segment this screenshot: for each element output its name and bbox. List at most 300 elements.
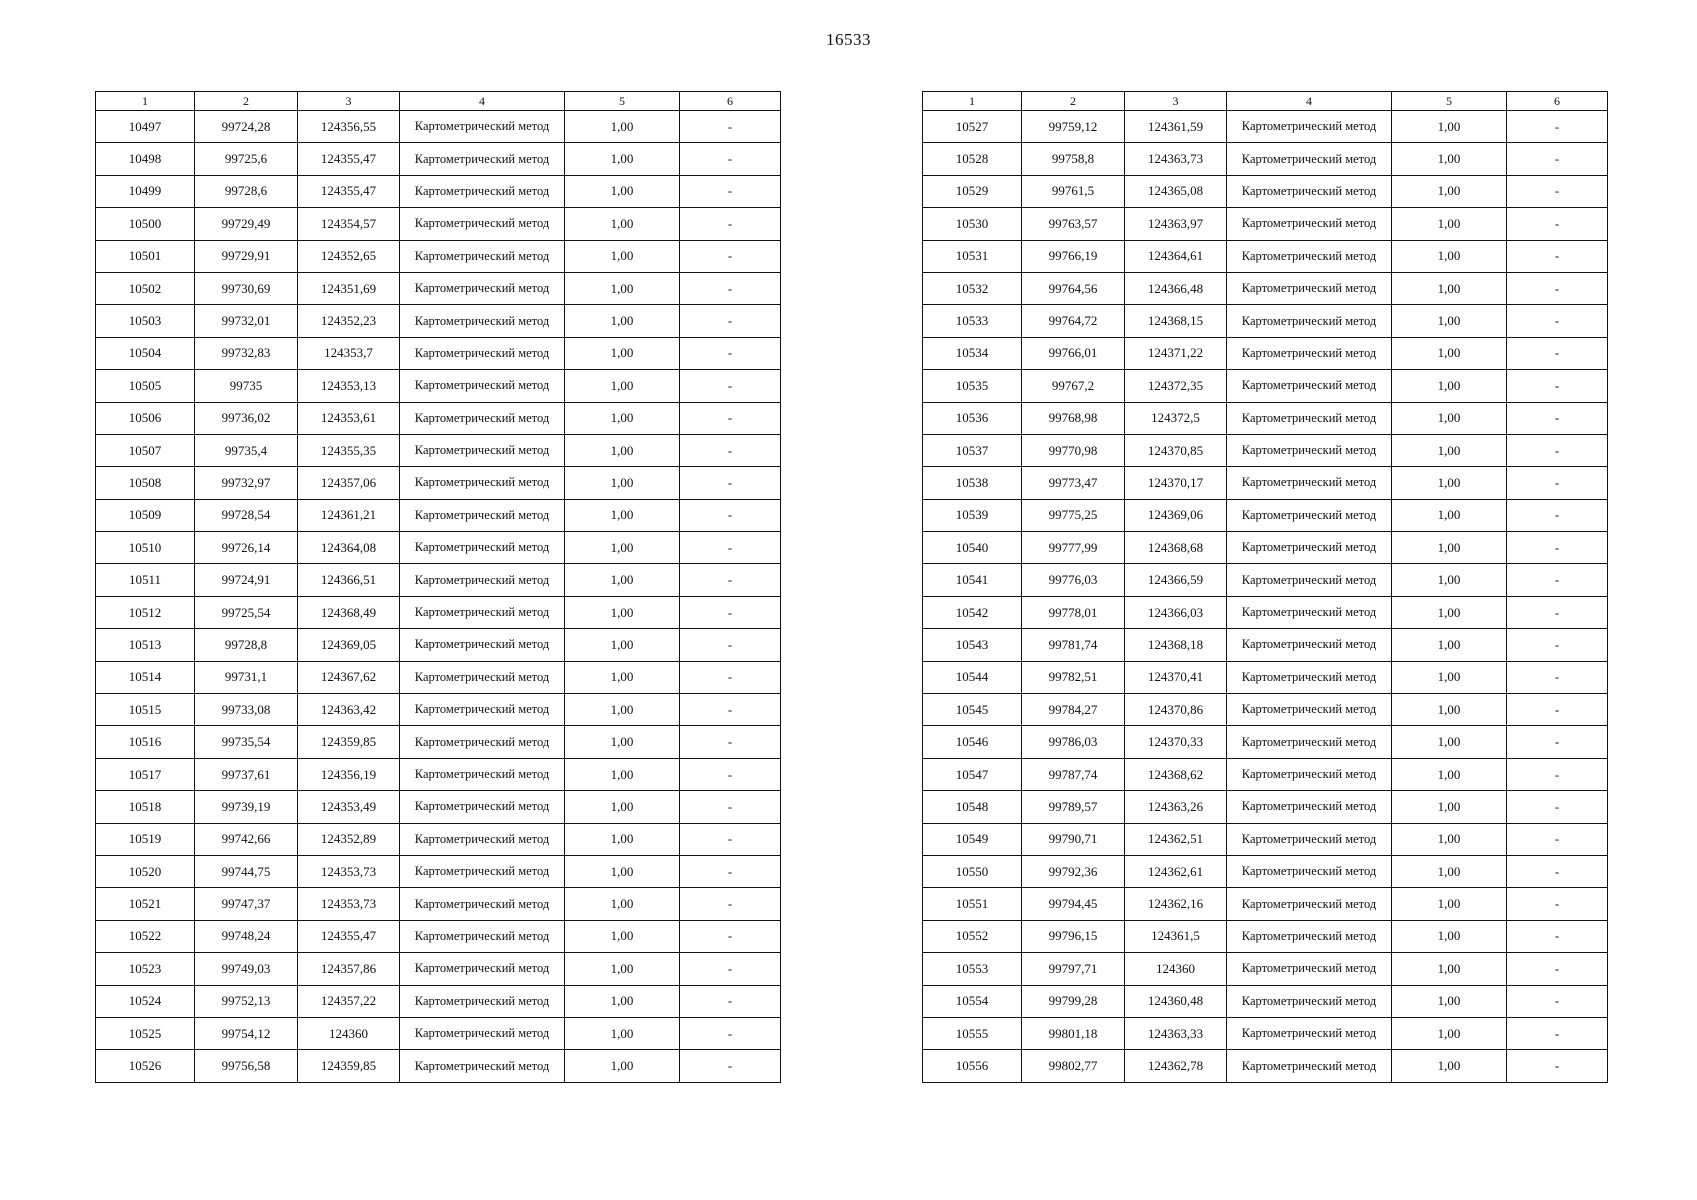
- cell-method: Картометрический метод: [400, 272, 565, 304]
- cell-accuracy: 1,00: [565, 1050, 680, 1082]
- cell-description: -: [680, 143, 781, 175]
- cell-y-coordinate: 124355,35: [298, 434, 400, 466]
- cell-accuracy: 1,00: [565, 564, 680, 596]
- cell-x-coordinate: 99758,8: [1022, 143, 1125, 175]
- cell-method: Картометрический метод: [1227, 629, 1392, 661]
- cell-point-number: 10530: [923, 208, 1022, 240]
- cell-y-coordinate: 124372,5: [1125, 402, 1227, 434]
- cell-method: Картометрический метод: [400, 305, 565, 337]
- cell-point-number: 10503: [96, 305, 195, 337]
- cell-accuracy: 1,00: [1392, 888, 1507, 920]
- cell-point-number: 10544: [923, 661, 1022, 693]
- column-header-point-number: 1: [923, 92, 1022, 111]
- cell-description: -: [1507, 758, 1608, 790]
- cell-description: -: [680, 920, 781, 952]
- table-row: [923, 272, 1608, 304]
- cell-x-coordinate: 99773,47: [1022, 467, 1125, 499]
- cell-point-number: 10511: [96, 564, 195, 596]
- cell-method: Картометрический метод: [1227, 467, 1392, 499]
- cell-accuracy: 1,00: [1392, 985, 1507, 1017]
- cell-accuracy: 1,00: [1392, 208, 1507, 240]
- cell-x-coordinate: 99749,03: [195, 953, 298, 985]
- table-row: [923, 855, 1608, 887]
- cell-method: Картометрический метод: [1227, 920, 1392, 952]
- cell-point-number: 10507: [96, 434, 195, 466]
- table-row: [96, 208, 781, 240]
- cell-x-coordinate: 99754,12: [195, 1017, 298, 1049]
- cell-x-coordinate: 99730,69: [195, 272, 298, 304]
- cell-method: Картометрический метод: [1227, 240, 1392, 272]
- table-row: [923, 240, 1608, 272]
- cell-description: -: [1507, 888, 1608, 920]
- cell-x-coordinate: 99790,71: [1022, 823, 1125, 855]
- cell-point-number: 10518: [96, 791, 195, 823]
- cell-y-coordinate: 124361,5: [1125, 920, 1227, 952]
- table-row: [923, 791, 1608, 823]
- cell-method: Картометрический метод: [1227, 888, 1392, 920]
- cell-x-coordinate: 99752,13: [195, 985, 298, 1017]
- cell-method: Картометрический метод: [1227, 726, 1392, 758]
- cell-y-coordinate: 124357,22: [298, 985, 400, 1017]
- cell-method: Картометрический метод: [1227, 953, 1392, 985]
- table-row: [96, 985, 781, 1017]
- cell-accuracy: 1,00: [565, 402, 680, 434]
- cell-description: -: [1507, 985, 1608, 1017]
- cell-point-number: 10499: [96, 175, 195, 207]
- table-row: [96, 143, 781, 175]
- cell-description: -: [1507, 694, 1608, 726]
- cell-y-coordinate: 124352,65: [298, 240, 400, 272]
- cell-accuracy: 1,00: [565, 111, 680, 143]
- cell-y-coordinate: 124355,47: [298, 143, 400, 175]
- cell-method: Картометрический метод: [1227, 434, 1392, 466]
- cell-description: -: [1507, 855, 1608, 887]
- table-row: [923, 596, 1608, 628]
- table-row: [923, 370, 1608, 402]
- cell-method: Картометрический метод: [1227, 1017, 1392, 1049]
- cell-x-coordinate: 99792,36: [1022, 855, 1125, 887]
- cell-y-coordinate: 124355,47: [298, 920, 400, 952]
- cell-y-coordinate: 124353,7: [298, 337, 400, 369]
- table-header-row: [96, 92, 781, 111]
- cell-accuracy: 1,00: [1392, 402, 1507, 434]
- cell-y-coordinate: 124352,23: [298, 305, 400, 337]
- cell-y-coordinate: 124366,03: [1125, 596, 1227, 628]
- cell-description: -: [680, 272, 781, 304]
- cell-point-number: 10541: [923, 564, 1022, 596]
- cell-x-coordinate: 99728,6: [195, 175, 298, 207]
- cell-x-coordinate: 99766,19: [1022, 240, 1125, 272]
- cell-description: -: [1507, 499, 1608, 531]
- cell-x-coordinate: 99787,74: [1022, 758, 1125, 790]
- table-row: [96, 596, 781, 628]
- cell-accuracy: 1,00: [565, 791, 680, 823]
- cell-accuracy: 1,00: [565, 855, 680, 887]
- cell-method: Картометрический метод: [400, 985, 565, 1017]
- cell-point-number: 10543: [923, 629, 1022, 661]
- cell-x-coordinate: 99725,54: [195, 596, 298, 628]
- cell-accuracy: 1,00: [565, 888, 680, 920]
- cell-accuracy: 1,00: [1392, 791, 1507, 823]
- cell-method: Картометрический метод: [400, 532, 565, 564]
- cell-y-coordinate: 124369,06: [1125, 499, 1227, 531]
- table-row: [96, 1050, 781, 1082]
- cell-description: -: [680, 370, 781, 402]
- cell-y-coordinate: 124362,61: [1125, 855, 1227, 887]
- table-row: [923, 337, 1608, 369]
- cell-point-number: 10522: [96, 920, 195, 952]
- cell-point-number: 10515: [96, 694, 195, 726]
- cell-description: -: [1507, 953, 1608, 985]
- cell-description: -: [680, 1050, 781, 1082]
- table-row: [96, 564, 781, 596]
- cell-description: -: [1507, 434, 1608, 466]
- cell-x-coordinate: 99794,45: [1022, 888, 1125, 920]
- table-row: [923, 726, 1608, 758]
- cell-y-coordinate: 124359,85: [298, 1050, 400, 1082]
- cell-method: Картометрический метод: [1227, 564, 1392, 596]
- cell-point-number: 10525: [96, 1017, 195, 1049]
- cell-point-number: 10548: [923, 791, 1022, 823]
- cell-description: -: [680, 855, 781, 887]
- cell-point-number: 10531: [923, 240, 1022, 272]
- cell-x-coordinate: 99724,28: [195, 111, 298, 143]
- cell-accuracy: 1,00: [1392, 758, 1507, 790]
- cell-y-coordinate: 124353,13: [298, 370, 400, 402]
- column-header-description: 6: [1507, 92, 1608, 111]
- cell-x-coordinate: 99802,77: [1022, 1050, 1125, 1082]
- cell-accuracy: 1,00: [565, 532, 680, 564]
- cell-y-coordinate: 124370,33: [1125, 726, 1227, 758]
- cell-y-coordinate: 124354,57: [298, 208, 400, 240]
- cell-method: Картометрический метод: [1227, 499, 1392, 531]
- cell-method: Картометрический метод: [1227, 985, 1392, 1017]
- cell-method: Картометрический метод: [400, 1017, 565, 1049]
- cell-x-coordinate: 99786,03: [1022, 726, 1125, 758]
- cell-y-coordinate: 124361,59: [1125, 111, 1227, 143]
- cell-point-number: 10554: [923, 985, 1022, 1017]
- cell-x-coordinate: 99744,75: [195, 855, 298, 887]
- cell-method: Картометрический метод: [400, 661, 565, 693]
- cell-method: Картометрический метод: [1227, 305, 1392, 337]
- cell-method: Картометрический метод: [1227, 823, 1392, 855]
- cell-x-coordinate: 99729,49: [195, 208, 298, 240]
- cell-method: Картометрический метод: [400, 629, 565, 661]
- table-row: [96, 111, 781, 143]
- cell-description: -: [680, 888, 781, 920]
- table-row: [96, 758, 781, 790]
- cell-description: -: [1507, 1017, 1608, 1049]
- cell-x-coordinate: 99767,2: [1022, 370, 1125, 402]
- cell-description: -: [1507, 532, 1608, 564]
- cell-description: -: [1507, 337, 1608, 369]
- cell-point-number: 10526: [96, 1050, 195, 1082]
- cell-description: -: [680, 953, 781, 985]
- cell-accuracy: 1,00: [1392, 499, 1507, 531]
- cell-accuracy: 1,00: [565, 175, 680, 207]
- cell-y-coordinate: 124368,18: [1125, 629, 1227, 661]
- cell-accuracy: 1,00: [565, 1017, 680, 1049]
- cell-y-coordinate: 124355,47: [298, 175, 400, 207]
- table-row: [96, 920, 781, 952]
- cell-point-number: 10549: [923, 823, 1022, 855]
- cell-accuracy: 1,00: [1392, 1017, 1507, 1049]
- cell-y-coordinate: 124370,86: [1125, 694, 1227, 726]
- cell-method: Картометрический метод: [1227, 272, 1392, 304]
- cell-description: -: [1507, 823, 1608, 855]
- column-header-accuracy: 5: [565, 92, 680, 111]
- cell-point-number: 10533: [923, 305, 1022, 337]
- table-row: [923, 1017, 1608, 1049]
- cell-y-coordinate: 124353,49: [298, 791, 400, 823]
- cell-description: -: [1507, 143, 1608, 175]
- cell-accuracy: 1,00: [1392, 272, 1507, 304]
- cell-y-coordinate: 124367,62: [298, 661, 400, 693]
- cell-method: Картометрический метод: [400, 564, 565, 596]
- cell-method: Картометрический метод: [400, 855, 565, 887]
- table-row: [96, 499, 781, 531]
- cell-point-number: 10536: [923, 402, 1022, 434]
- cell-y-coordinate: 124366,59: [1125, 564, 1227, 596]
- cell-y-coordinate: 124366,51: [298, 564, 400, 596]
- column-header-description: 6: [680, 92, 781, 111]
- cell-y-coordinate: 124363,73: [1125, 143, 1227, 175]
- cell-x-coordinate: 99797,71: [1022, 953, 1125, 985]
- cell-accuracy: 1,00: [565, 337, 680, 369]
- cell-x-coordinate: 99768,98: [1022, 402, 1125, 434]
- cell-accuracy: 1,00: [565, 661, 680, 693]
- cell-accuracy: 1,00: [565, 953, 680, 985]
- cell-method: Картометрический метод: [1227, 208, 1392, 240]
- cell-accuracy: 1,00: [1392, 629, 1507, 661]
- table-row: [96, 305, 781, 337]
- cell-description: -: [680, 823, 781, 855]
- cell-description: -: [1507, 111, 1608, 143]
- table-row: [923, 402, 1608, 434]
- cell-description: -: [680, 208, 781, 240]
- cell-accuracy: 1,00: [1392, 1050, 1507, 1082]
- cell-method: Картометрический метод: [1227, 143, 1392, 175]
- table-row: [923, 888, 1608, 920]
- page-number: 16533: [826, 30, 871, 49]
- cell-accuracy: 1,00: [565, 920, 680, 952]
- cell-accuracy: 1,00: [1392, 467, 1507, 499]
- cell-method: Картометрический метод: [400, 111, 565, 143]
- table-row: [96, 1017, 781, 1049]
- cell-point-number: 10539: [923, 499, 1022, 531]
- cell-y-coordinate: 124368,68: [1125, 532, 1227, 564]
- table-row: [96, 240, 781, 272]
- cell-description: -: [680, 1017, 781, 1049]
- cell-y-coordinate: 124370,41: [1125, 661, 1227, 693]
- table-row: [923, 434, 1608, 466]
- cell-accuracy: 1,00: [565, 758, 680, 790]
- cell-y-coordinate: 124353,73: [298, 855, 400, 887]
- column-header-x-coordinate: 2: [195, 92, 298, 111]
- cell-y-coordinate: 124363,97: [1125, 208, 1227, 240]
- table-row: [923, 629, 1608, 661]
- column-header-method: 4: [400, 92, 565, 111]
- cell-accuracy: 1,00: [1392, 305, 1507, 337]
- cell-description: -: [680, 467, 781, 499]
- table-row: [923, 661, 1608, 693]
- cell-description: -: [680, 402, 781, 434]
- table-row: [96, 467, 781, 499]
- cell-y-coordinate: 124360,48: [1125, 985, 1227, 1017]
- table-row: [96, 855, 781, 887]
- cell-x-coordinate: 99766,01: [1022, 337, 1125, 369]
- cell-accuracy: 1,00: [565, 596, 680, 628]
- cell-method: Картометрический метод: [400, 467, 565, 499]
- cell-description: -: [680, 240, 781, 272]
- table-row: [96, 888, 781, 920]
- cell-point-number: 10553: [923, 953, 1022, 985]
- cell-y-coordinate: 124360: [298, 1017, 400, 1049]
- cell-description: -: [680, 175, 781, 207]
- table-row: [923, 823, 1608, 855]
- cell-point-number: 10547: [923, 758, 1022, 790]
- cell-point-number: 10517: [96, 758, 195, 790]
- cell-y-coordinate: 124362,51: [1125, 823, 1227, 855]
- cell-method: Картометрический метод: [400, 370, 565, 402]
- cell-x-coordinate: 99796,15: [1022, 920, 1125, 952]
- cell-description: -: [680, 499, 781, 531]
- cell-point-number: 10537: [923, 434, 1022, 466]
- cell-x-coordinate: 99748,24: [195, 920, 298, 952]
- cell-description: -: [1507, 208, 1608, 240]
- cell-accuracy: 1,00: [565, 694, 680, 726]
- cell-x-coordinate: 99726,14: [195, 532, 298, 564]
- cell-method: Картометрический метод: [400, 888, 565, 920]
- cell-y-coordinate: 124356,19: [298, 758, 400, 790]
- table-row: [923, 111, 1608, 143]
- cell-accuracy: 1,00: [1392, 175, 1507, 207]
- cell-accuracy: 1,00: [565, 823, 680, 855]
- cell-accuracy: 1,00: [565, 726, 680, 758]
- cell-description: -: [1507, 661, 1608, 693]
- cell-point-number: 10516: [96, 726, 195, 758]
- cell-point-number: 10540: [923, 532, 1022, 564]
- cell-description: -: [1507, 370, 1608, 402]
- cell-description: -: [1507, 629, 1608, 661]
- table-row: [96, 370, 781, 402]
- table-row: [96, 629, 781, 661]
- cell-point-number: 10520: [96, 855, 195, 887]
- cell-point-number: 10529: [923, 175, 1022, 207]
- cell-y-coordinate: 124366,48: [1125, 272, 1227, 304]
- cell-description: -: [1507, 240, 1608, 272]
- table-row: [96, 532, 781, 564]
- table-row: [96, 953, 781, 985]
- cell-x-coordinate: 99763,57: [1022, 208, 1125, 240]
- cell-method: Картометрический метод: [400, 402, 565, 434]
- table-row: [96, 791, 781, 823]
- cell-accuracy: 1,00: [1392, 694, 1507, 726]
- cell-accuracy: 1,00: [1392, 434, 1507, 466]
- cell-point-number: 10542: [923, 596, 1022, 628]
- cell-y-coordinate: 124353,73: [298, 888, 400, 920]
- table-row: [96, 694, 781, 726]
- cell-description: -: [1507, 564, 1608, 596]
- cell-point-number: 10555: [923, 1017, 1022, 1049]
- cell-description: -: [1507, 1050, 1608, 1082]
- cell-y-coordinate: 124368,62: [1125, 758, 1227, 790]
- cell-method: Картометрический метод: [400, 791, 565, 823]
- cell-accuracy: 1,00: [565, 629, 680, 661]
- cell-y-coordinate: 124370,85: [1125, 434, 1227, 466]
- cell-point-number: 10500: [96, 208, 195, 240]
- cell-method: Картометрический метод: [1227, 175, 1392, 207]
- cell-method: Картометрический метод: [1227, 337, 1392, 369]
- cell-y-coordinate: 124353,61: [298, 402, 400, 434]
- cell-method: Картометрический метод: [1227, 791, 1392, 823]
- cell-y-coordinate: 124365,08: [1125, 175, 1227, 207]
- cell-x-coordinate: 99789,57: [1022, 791, 1125, 823]
- cell-x-coordinate: 99725,6: [195, 143, 298, 175]
- cell-point-number: 10545: [923, 694, 1022, 726]
- cell-x-coordinate: 99784,27: [1022, 694, 1125, 726]
- cell-description: -: [680, 111, 781, 143]
- cell-y-coordinate: 124362,78: [1125, 1050, 1227, 1082]
- cell-x-coordinate: 99770,98: [1022, 434, 1125, 466]
- cell-method: Картометрический метод: [400, 337, 565, 369]
- cell-accuracy: 1,00: [565, 467, 680, 499]
- cell-point-number: 10498: [96, 143, 195, 175]
- cell-description: -: [680, 726, 781, 758]
- table-row: [923, 985, 1608, 1017]
- cell-y-coordinate: 124370,17: [1125, 467, 1227, 499]
- cell-description: -: [1507, 596, 1608, 628]
- table-row: [923, 208, 1608, 240]
- cell-point-number: 10505: [96, 370, 195, 402]
- cell-method: Картометрический метод: [400, 596, 565, 628]
- cell-accuracy: 1,00: [565, 370, 680, 402]
- cell-x-coordinate: 99735: [195, 370, 298, 402]
- cell-accuracy: 1,00: [1392, 953, 1507, 985]
- cell-x-coordinate: 99735,4: [195, 434, 298, 466]
- cell-accuracy: 1,00: [1392, 337, 1507, 369]
- cell-method: Картометрический метод: [400, 1050, 565, 1082]
- table-row: [96, 337, 781, 369]
- table-row: [96, 823, 781, 855]
- cell-description: -: [680, 337, 781, 369]
- cell-accuracy: 1,00: [1392, 564, 1507, 596]
- cell-point-number: 10521: [96, 888, 195, 920]
- cell-description: -: [1507, 272, 1608, 304]
- cell-x-coordinate: 99764,56: [1022, 272, 1125, 304]
- cell-method: Картометрический метод: [400, 920, 565, 952]
- cell-accuracy: 1,00: [1392, 726, 1507, 758]
- cell-x-coordinate: 99732,97: [195, 467, 298, 499]
- cell-method: Картометрический метод: [1227, 758, 1392, 790]
- table-row: [923, 499, 1608, 531]
- cell-point-number: 10532: [923, 272, 1022, 304]
- cell-accuracy: 1,00: [1392, 596, 1507, 628]
- table-row: [96, 402, 781, 434]
- cell-description: -: [1507, 175, 1608, 207]
- table-row: [96, 434, 781, 466]
- cell-x-coordinate: 99775,25: [1022, 499, 1125, 531]
- cell-x-coordinate: 99782,51: [1022, 661, 1125, 693]
- cell-accuracy: 1,00: [1392, 111, 1507, 143]
- cell-method: Картометрический метод: [400, 208, 565, 240]
- cell-point-number: 10508: [96, 467, 195, 499]
- cell-x-coordinate: 99737,61: [195, 758, 298, 790]
- cell-method: Картометрический метод: [400, 143, 565, 175]
- cell-point-number: 10527: [923, 111, 1022, 143]
- cell-method: Картометрический метод: [400, 175, 565, 207]
- cell-accuracy: 1,00: [1392, 920, 1507, 952]
